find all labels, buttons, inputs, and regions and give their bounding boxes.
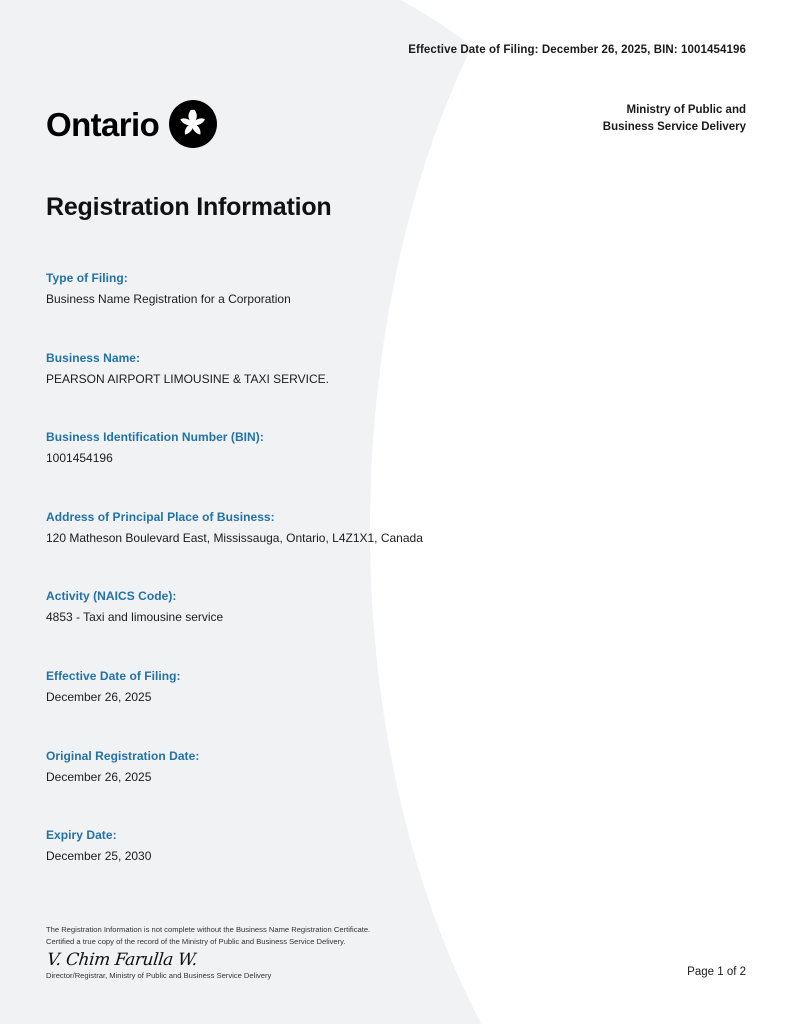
ministry-line-1: Ministry of Public and: [626, 104, 746, 116]
field-original-registration-date: [46, 749, 706, 786]
field-label: Business Identification Number (BIN):: [46, 430, 264, 445]
page-title: Registration Information: [46, 193, 332, 221]
field-label: Effective Date of Filing:: [46, 668, 181, 683]
field-value: December 26, 2025: [46, 689, 152, 704]
field-business-identification-number: [46, 430, 706, 467]
page-number: Page 1 of 2: [687, 966, 746, 978]
field-activity-naics-code: [46, 589, 706, 626]
field-value: Business Name Registration for a Corporation: [46, 292, 291, 306]
filing-header-line: Effective Date of Filing: December 26, 2025, BIN: 1001454196: [408, 44, 746, 56]
field-label: Expiry Date:: [46, 828, 117, 843]
ministry-name: [603, 102, 746, 135]
field-label: Type of Filing:: [46, 271, 128, 285]
field-value: 1001454196: [46, 451, 113, 466]
certification-note-line-1: The Registration Information is not complete without the Business Name Registration Certificate.: [46, 925, 371, 935]
registration-fields: [46, 271, 706, 865]
field-value: PEARSON AIRPORT LIMOUSINE & TAXI SERVICE.: [46, 371, 329, 386]
certification-note-line-2: Certified a true copy of the record of the Ministry of Public and Business Service Delivery.: [46, 936, 346, 946]
field-value: December 25, 2030: [46, 849, 152, 864]
registrar-signature: V. Chim Farulla W.: [46, 950, 199, 970]
registrar-title: Director/Registrar, Ministry of Public and Business Service Delivery: [46, 971, 272, 980]
field-label: Original Registration Date:: [46, 748, 200, 763]
trillium-icon: [169, 100, 217, 148]
field-value: 4853 - Taxi and limousine service: [46, 610, 224, 625]
field-type-of-filing: [46, 271, 706, 308]
field-business-name: [46, 351, 706, 388]
field-value: 120 Matheson Boulevard East, Mississauga, Ontario, L4Z1X1, Canada: [46, 530, 423, 545]
field-address-principal-place-of-business: [46, 510, 706, 547]
field-label: Address of Principal Place of Business:: [46, 509, 275, 524]
field-expiry-date: [46, 828, 706, 865]
ministry-line-2: Business Service Delivery: [602, 120, 746, 133]
field-label: Business Name:: [46, 350, 141, 365]
field-effective-date-of-filing: [46, 669, 706, 706]
field-value: December 26, 2025: [46, 769, 152, 784]
field-label: Activity (NAICS Code):: [46, 589, 177, 604]
ontario-logo: [46, 100, 217, 148]
ontario-wordmark: Ontario: [46, 105, 160, 143]
document-footer: [46, 924, 746, 980]
